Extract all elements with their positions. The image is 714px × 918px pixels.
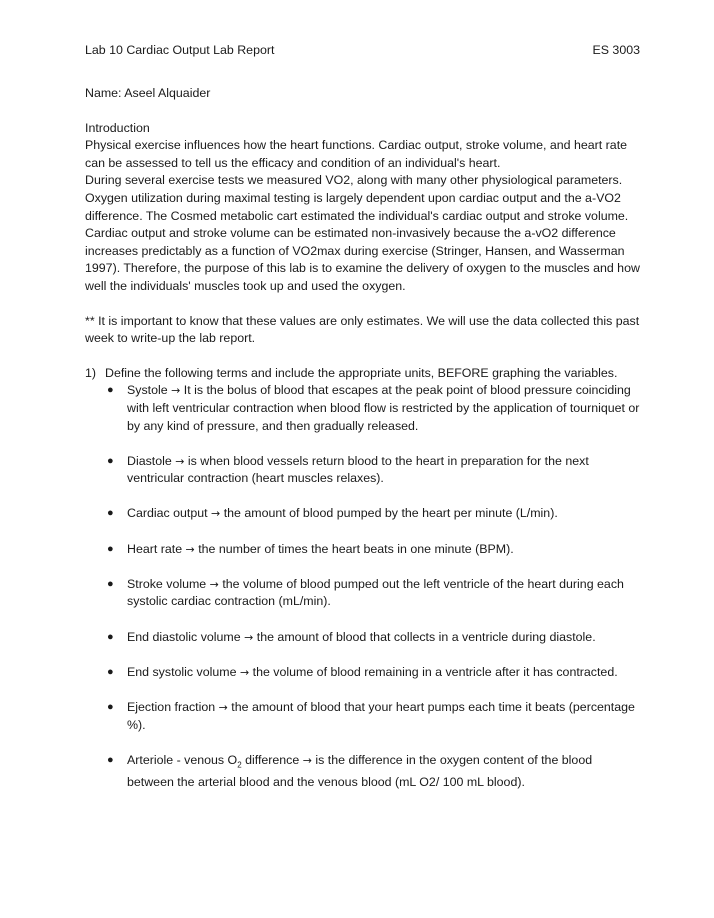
term-definition: the amount of blood pumped by the heart per minute (L/min).: [223, 506, 558, 521]
term-definition: the volume of blood pumped out the left ventricle of the heart during each systolic cardiac contraction (mL/min).: [127, 576, 624, 609]
term-item: [107, 664, 640, 682]
bullet-icon: ●: [107, 630, 114, 643]
intro-heading: Introduction: [85, 120, 150, 135]
intro-paragraph-2: During several exercise tests we measured VO2, along with many other physiological parameters. Oxygen utilization during maximal testing is largely dependent upon cardiac output and the a-VO2 difference. The Cosmed metabolic cart estimated the individual's cardiac output and stroke volume. Cardiac output and stroke volume can be estimated non-invasively because the a-vO2 difference increases predictably as a function of VO2max during exercise (Stringer, Hansen, and Wasserman 1997). Therefore, the purpose of this lab is to examine the delivery of oxygen to the muscles and how well the individuals' muscles took up and used the oxygen.: [85, 173, 640, 293]
terms-list: [85, 382, 640, 791]
term-definition: the number of times the heart beats in one minute (BPM).: [198, 541, 514, 556]
bullet-icon: ●: [107, 753, 114, 766]
question-text: Define the following terms and include the appropriate units, BEFORE graphing the variables.: [105, 365, 618, 380]
term-item: [107, 699, 640, 734]
term-label: Systole: [127, 383, 168, 398]
bullet-icon: ●: [107, 454, 114, 467]
bullet-icon: ●: [107, 507, 114, 520]
term-item: [107, 505, 640, 523]
right-arrow-icon: →: [211, 507, 221, 521]
term-definition: It is the bolus of blood that escapes at the peak point of blood pressure coinciding with left ventricular contraction when blood flow is restricted by the application of tourniquet or by any kind of pressure, and then gradually released.: [127, 383, 640, 433]
header-title: Lab 10 Cardiac Output Lab Report: [85, 43, 275, 57]
term-definition: the amount of blood that collects in a ventricle during diastole.: [256, 629, 596, 644]
estimate-note: ** It is important to know that these values are only estimates. We will use the data collected this past week to write-up the lab report.: [85, 313, 640, 346]
term-definition: is when blood vessels return blood to the heart in preparation for the next ventricular contraction (heart muscles relaxes).: [127, 453, 589, 486]
question-number: 1): [85, 365, 97, 380]
term-item: [107, 453, 640, 488]
term-label: End diastolic volume: [127, 629, 241, 644]
right-arrow-icon: →: [185, 542, 195, 556]
right-arrow-icon: →: [302, 753, 312, 767]
term-item: [107, 541, 640, 559]
term-label: Ejection fraction: [127, 700, 216, 714]
bullet-icon: ●: [107, 665, 114, 678]
term-label: Arteriole - venous O: [127, 752, 238, 767]
right-arrow-icon: →: [239, 665, 250, 679]
term-item: ● Arteriole - venous $O_2$ difference → is the difference in the oxygen content of the blood between the arterial blood and the venous blood (mL O2/ 100 mL blood).: [107, 752, 640, 792]
bullet-icon: ●: [107, 384, 114, 397]
right-arrow-icon: →: [175, 454, 185, 468]
term-definition: the amount of blood that your heart pumps each time it beats (percentage %).: [127, 700, 635, 732]
intro-paragraph-1: Physical exercise influences how the heart functions. Cardiac output, stroke volume, and heart rate can be assessed to tell us the efficacy and condition of an individual's heart.: [85, 138, 628, 170]
page-header: [85, 42, 640, 60]
term-label: Stroke volume: [127, 576, 207, 591]
term-item: [107, 576, 640, 611]
term-label: Cardiac output: [127, 506, 208, 521]
right-arrow-icon: →: [171, 384, 181, 398]
term-label: Heart rate: [127, 541, 183, 556]
term-label: Diastole: [127, 453, 172, 468]
right-arrow-icon: →: [209, 577, 219, 591]
term-label: End systolic volume: [127, 664, 237, 679]
term-item: [107, 629, 640, 647]
header-course: ES 3003: [592, 43, 640, 57]
question-1: [85, 365, 640, 383]
bullet-icon: ●: [107, 701, 114, 713]
right-arrow-icon: →: [218, 701, 228, 714]
right-arrow-icon: →: [244, 630, 254, 644]
bullet-icon: ●: [107, 577, 114, 590]
bullet-icon: ●: [107, 542, 114, 555]
student-name: Name: Aseel Alquaider: [85, 86, 211, 100]
term-item: [107, 382, 640, 435]
term-definition: is the difference in the oxygen content of the blood between the arterial blood and the venous blood (mL O2/ 100 mL blood).: [127, 752, 593, 789]
document-page: [85, 42, 640, 809]
term-definition: the volume of blood remaining in a ventricle after it has contracted.: [252, 664, 618, 679]
